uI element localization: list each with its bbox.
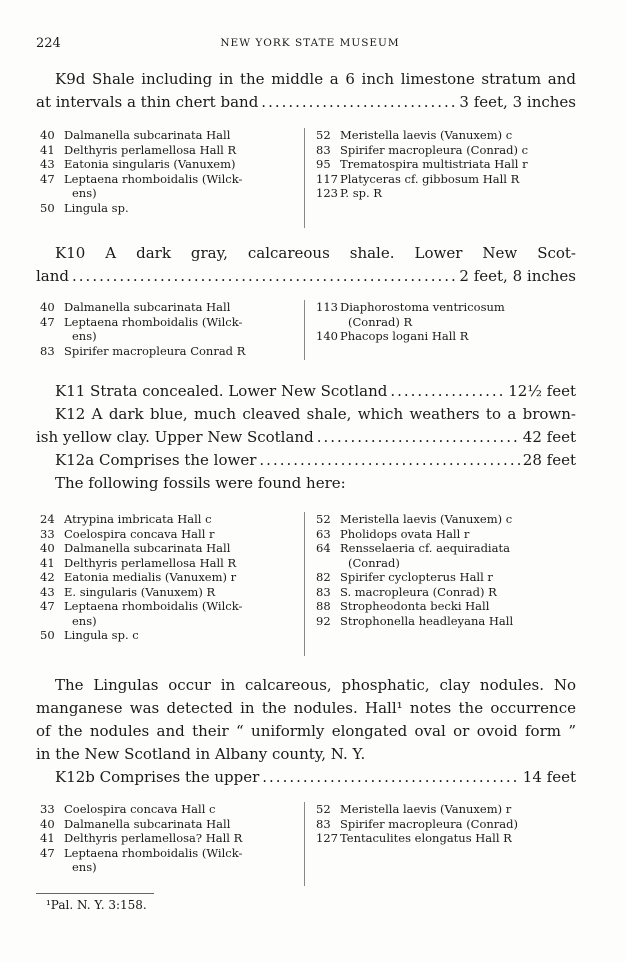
fossil-entry [36,599,294,628]
fossil-plate-number: 41 [40,831,55,845]
fossil-entry [312,614,576,629]
fossil-plate-number: 47 [40,171,55,186]
fossil-list-right-column [312,512,576,628]
fossil-plate-number: 42 [40,570,55,584]
fossil-list-k9d [36,128,576,230]
fossil-plate-number: 33 [40,802,55,816]
k12-line-1: K12 A dark blue, much cleaved shale, which weathers to a brown- [55,405,576,423]
fossil-entry [312,300,576,329]
fossil-plate-number: 41 [40,555,55,570]
fossil-plate-number: 40 [40,541,55,555]
k10-line-2: land [36,267,70,285]
fossil-species-name: Leptaena rhomboidalis (Wilck- [64,314,243,329]
fossil-entry [312,527,576,542]
fossil-entry [36,143,294,158]
fossil-species-name: Dalmanella subcarinata Hall [64,300,231,314]
k12-thickness: 42 feet [522,428,576,446]
leader-dots [317,426,520,449]
lingulas-line-4: in the New Scotland in Albany county, N. Y. [36,745,366,763]
fossil-plate-number: 52 [316,512,331,526]
fossil-entry [36,570,294,585]
fossil-entry [36,541,294,556]
fossil-plate-number: 47 [40,845,55,860]
fossil-plate-number: 83 [40,343,55,358]
fossil-species-name: Pholidops ovata Hall r [340,526,470,541]
fossil-plate-number: 41 [40,142,55,157]
fossil-species-name: Spirifer macropleura Conrad R [64,343,246,358]
fossil-entry [36,556,294,571]
fossil-species-name: Rensselaeria cf. aequiradiata [340,541,510,555]
fossil-species-name: Platyceras cf. gibbosum Hall R [340,171,520,186]
k9d-paragraph [36,68,576,114]
k12a-text: K12a Comprises the lower [55,451,257,469]
fossil-plate-number: 43 [40,157,55,171]
fossil-species-name: Spirifer cyclopterus Hall r [340,570,493,584]
fossil-species-name: Lingula sp. c [64,628,139,642]
k12b-thickness: 14 feet [522,768,576,786]
fossil-entry [312,585,576,600]
fossil-list-k10 [36,300,576,368]
k12-line-2: ish yellow clay. Upper New Scotland [36,428,314,446]
fossil-plate-number: 113 [316,300,338,314]
fossil-species-name: Leptaena rhomboidalis (Wilck- [64,171,243,186]
fossil-plate-number: 24 [40,512,55,526]
fossil-species-name: Diaphorostoma ventricosum [340,300,505,314]
k11-thickness: 12½ feet [508,382,576,400]
fossil-species-name: Atrypina imbricata Hall c [64,512,212,526]
fossil-entry [36,201,294,216]
fossil-plate-number: 40 [40,816,55,831]
k10-line-1: K10 A dark gray, calcareous shale. Lower New Scot- [55,244,576,262]
fossil-species-name: Strophonella headleyana Hall [340,613,514,628]
fossil-species-name: Coelospira concava Hall r [64,526,215,541]
fossil-species-name: Tentaculites elongatus Hall R [340,831,512,845]
k12a-thickness: 28 feet [522,451,576,469]
fossil-plate-number: 40 [40,300,55,314]
fossil-species-name-continuation: (Conrad) R [348,314,413,329]
fossil-plate-number: 47 [40,314,55,329]
k10-paragraph [36,242,576,288]
fossil-plate-number: 64 [316,541,331,555]
running-title: NEW YORK STATE MUSEUM [220,37,400,49]
k9d-line-1: K9d Shale including in the middle a 6 inch limestone stratum and [55,70,576,88]
leader-dots [72,265,456,288]
fossil-plate-number: 43 [40,584,55,599]
fossil-list-right-column [312,802,576,846]
fossil-species-name: Delthyris perlamellosa Hall R [64,555,237,570]
fossil-species-name: Lingula sp. [64,200,129,215]
lingulas-line-1: The Lingulas occur in calcareous, phosphatic, clay nodules. No [55,676,576,694]
fossil-species-name: Trematospira multistriata Hall r [340,157,528,171]
fossil-species-name: Eatonia singularis (Vanuxem) [64,157,236,171]
lingulas-line-3: of the nodules and their “ uniformly elongated oval or ovoid form ” [36,722,576,740]
fossil-plate-number: 127 [316,831,338,845]
column-divider [304,128,305,228]
fossil-plate-number: 33 [40,526,55,541]
fossil-entry [36,172,294,201]
fossil-species-name: Spirifer macropleura (Conrad) [340,816,519,831]
fossil-list-k12b [36,802,576,888]
column-divider [304,512,305,656]
fossil-entry [312,143,576,158]
fossil-species-name-continuation: ens) [72,613,97,628]
fossil-plate-number: 117 [316,171,338,186]
fossil-plate-number: 47 [40,599,55,613]
column-divider [304,802,305,886]
fossil-plate-number: 83 [316,584,331,599]
fossil-species-name-continuation: ens) [72,329,97,343]
fossil-plate-number: 52 [316,128,331,142]
leader-dots [390,380,505,403]
fossil-list-right-column [312,128,576,201]
fossil-entry [312,128,576,143]
fossil-entry [312,570,576,585]
fossil-plate-number: 52 [316,802,331,816]
fossil-plate-number: 92 [316,613,331,628]
fossil-entry [312,157,576,172]
fossil-species-name: Eatonia medialis (Vanuxem) r [64,570,237,584]
k11-text: K11 Strata concealed. Lower New Scotland [55,382,388,400]
fossil-plate-number: 82 [316,570,331,584]
k12b-text: K12b Comprises the upper [55,768,260,786]
fossil-entry [312,329,576,344]
fossil-species-name-continuation: ens) [72,860,97,874]
fossil-plate-number: 123 [316,186,338,200]
fossil-entry [36,512,294,527]
k10-thickness: 2 feet, 8 inches [459,267,576,285]
fossil-entry [312,186,576,201]
fossil-entry [36,831,294,846]
fossil-entry [36,817,294,832]
fossil-species-name-continuation: (Conrad) [348,555,400,570]
k9d-line-2: at intervals a thin chert band [36,93,259,111]
fossil-entry [36,628,294,643]
lingulas-paragraph [36,674,576,789]
fossil-entry [36,585,294,600]
fossil-entry [312,512,576,527]
fossil-species-name: Meristella laevis (Vanuxem) c [340,512,513,526]
fossil-species-name: Delthyris perlamellosa? Hall R [64,831,243,845]
fossil-entry [312,599,576,614]
footnote: ¹Pal. N. Y. 3:158. [46,898,147,912]
fossil-entry [312,802,576,817]
fossil-plate-number: 88 [316,599,331,613]
fossil-species-name: Coelospira concava Hall c [64,802,216,816]
fossil-plate-number: 83 [316,816,331,831]
fossil-entry [312,831,576,846]
fossil-entry [36,344,294,359]
following-fossils-intro: The following fossils were found here: [55,474,346,492]
page-header [36,36,584,52]
leader-dots [262,766,520,789]
leader-dots [261,91,456,114]
fossil-list-k12a [36,512,576,660]
fossil-species-name: Dalmanella subcarinata Hall [64,128,231,142]
fossil-entry [312,817,576,832]
fossil-entry [36,315,294,344]
fossil-plate-number: 63 [316,526,331,541]
fossil-species-name: Phacops logani Hall R [340,329,469,343]
fossil-entry [36,802,294,817]
fossil-entry [312,541,576,570]
fossil-entry [36,527,294,542]
leader-dots [259,449,519,472]
fossil-list-left-column [36,300,294,358]
fossil-species-name: Delthyris perlamellosa Hall R [64,142,237,157]
fossil-species-name: Leptaena rhomboidalis (Wilck- [64,845,243,860]
fossil-species-name: Stropheodonta becki Hall [340,599,490,613]
k9d-thickness: 3 feet, 3 inches [459,93,576,111]
fossil-entry [36,128,294,143]
fossil-entry [36,300,294,315]
fossil-entry [312,172,576,187]
fossil-plate-number: 50 [40,200,55,215]
fossil-species-name: S. macropleura (Conrad) R [340,584,497,599]
fossil-species-name: Dalmanella subcarinata Hall [64,816,231,831]
fossil-species-name: P. sp. R [340,186,382,200]
fossil-species-name: Meristella laevis (Vanuxem) r [340,802,512,816]
fossil-species-name: Dalmanella subcarinata Hall [64,541,231,555]
fossil-plate-number: 140 [316,329,338,343]
fossil-species-name: Leptaena rhomboidalis (Wilck- [64,599,243,613]
fossil-species-name: Spirifer macropleura (Conrad) c [340,142,529,157]
fossil-list-left-column [36,802,294,875]
fossil-entry [36,846,294,875]
k11-k12-paragraphs [36,380,576,495]
fossil-list-left-column [36,512,294,643]
fossil-species-name: E. singularis (Vanuxem) R [64,584,216,599]
fossil-species-name: Meristella laevis (Vanuxem) c [340,128,513,142]
page-number: 224 [36,36,61,51]
column-divider [304,300,305,360]
lingulas-line-2: manganese was detected in the nodules. Hall¹ notes the occurrence [36,699,576,717]
fossil-plate-number: 83 [316,142,331,157]
footnote-rule [36,893,154,894]
fossil-species-name-continuation: ens) [72,186,97,200]
fossil-list-left-column [36,128,294,215]
fossil-plate-number: 40 [40,128,55,142]
fossil-list-right-column [312,300,576,344]
fossil-entry [36,157,294,172]
fossil-plate-number: 50 [40,628,55,642]
fossil-plate-number: 95 [316,157,331,171]
